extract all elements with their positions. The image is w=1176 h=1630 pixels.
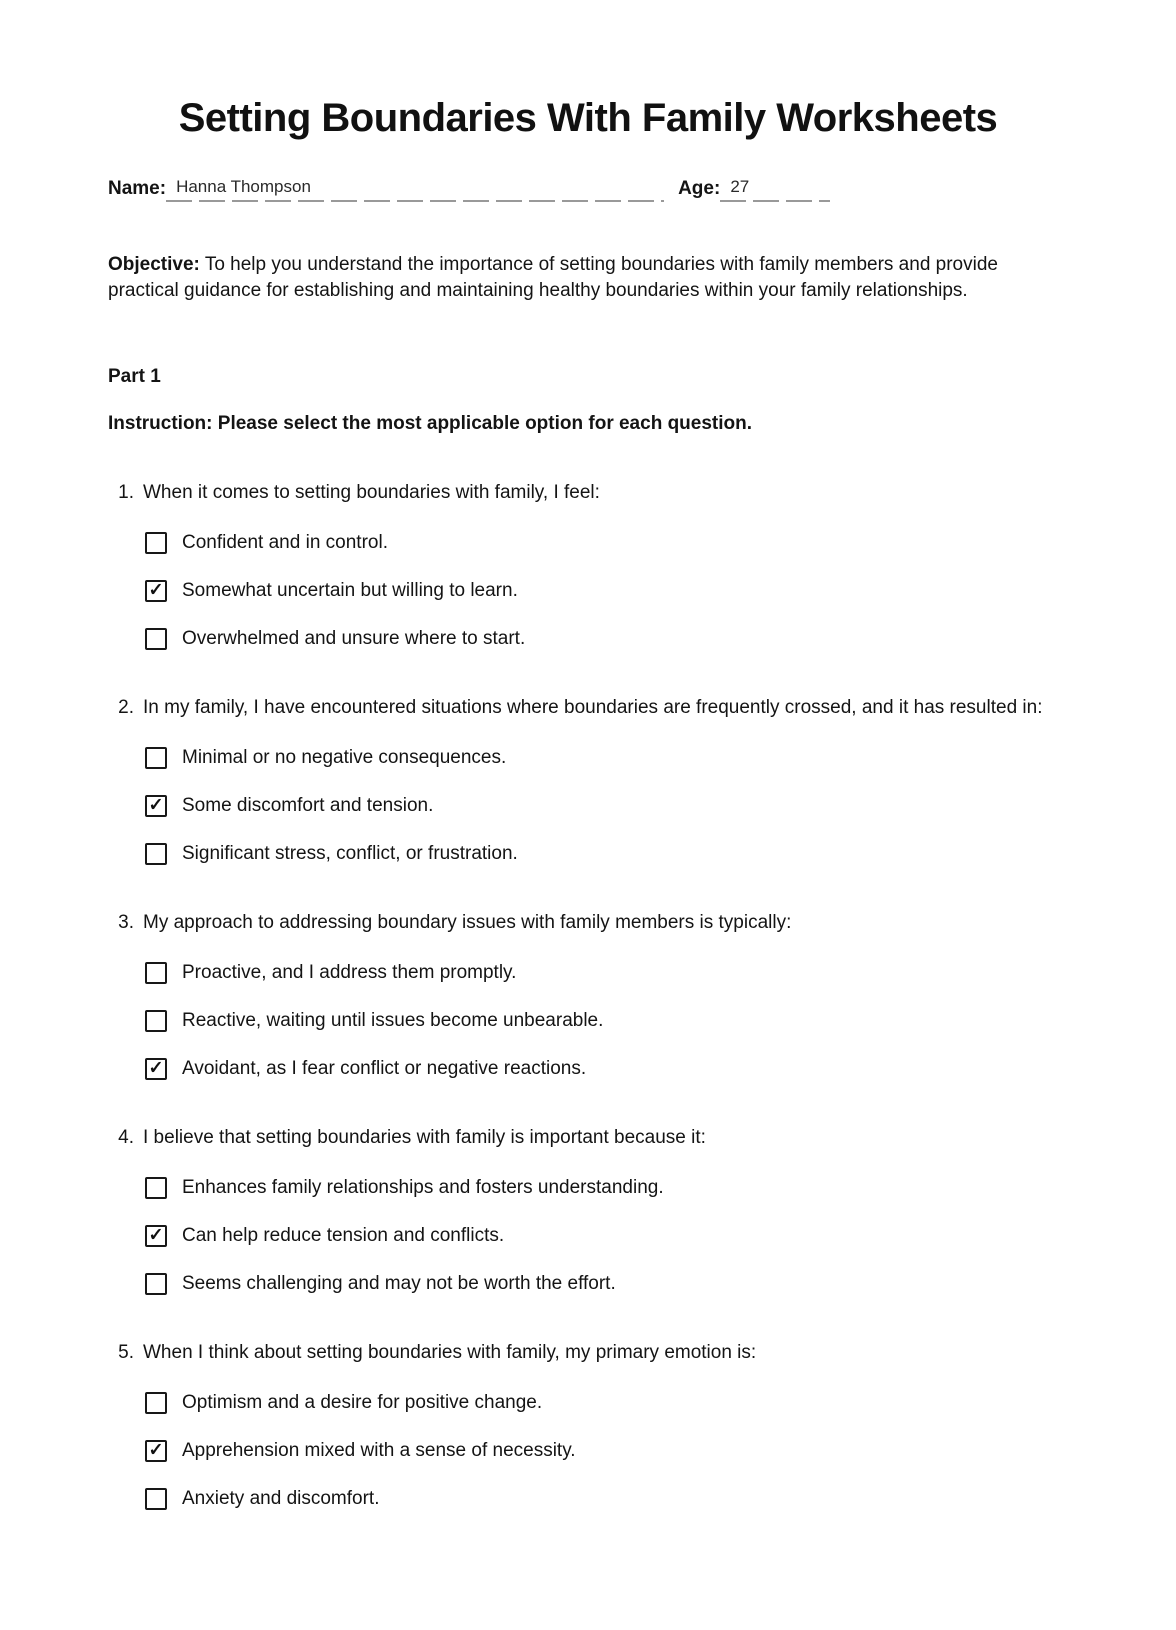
question-text: In my family, I have encountered situations where boundaries are frequently crossed, and it has resulted in:: [143, 697, 1043, 718]
option-label: Apprehension mixed with a sense of necessity.: [182, 1440, 576, 1461]
age-field[interactable]: 27: [720, 177, 830, 202]
option-row: [145, 794, 1068, 817]
option-label: Reactive, waiting until issues become unbearable.: [182, 1010, 604, 1031]
question-1: [108, 480, 1068, 650]
checkbox[interactable]: [145, 580, 167, 602]
option-label: Optimism and a desire for positive change.: [182, 1392, 543, 1413]
option-row: [145, 1439, 1068, 1462]
checkbox[interactable]: [145, 1177, 167, 1199]
instruction-text: Instruction: Please select the most applicable option for each question.: [108, 413, 753, 434]
option-row: [145, 1272, 1068, 1295]
option-label: Enhances family relationships and fosters understanding.: [182, 1177, 664, 1198]
objective-paragraph: [108, 252, 1068, 304]
checkbox[interactable]: [145, 1392, 167, 1414]
option-label: Significant stress, conflict, or frustration.: [182, 843, 518, 864]
option-row: [145, 627, 1068, 650]
question-number: 5.: [118, 1342, 134, 1363]
question-5: [108, 1340, 1068, 1510]
age-label: Age:: [678, 178, 721, 199]
option-row: [145, 961, 1068, 984]
option-row: [145, 1224, 1068, 1247]
option-label: Minimal or no negative consequences.: [182, 747, 507, 768]
question-text: When it comes to setting boundaries with family, I feel:: [143, 482, 600, 503]
question-text: My approach to addressing boundary issues with family members is typically:: [143, 912, 792, 933]
objective-label: Objective:: [108, 254, 200, 275]
checkbox[interactable]: [145, 1225, 167, 1247]
option-label: Avoidant, as I fear conflict or negative reactions.: [182, 1058, 587, 1079]
question-number: 1.: [118, 482, 134, 503]
checkbox[interactable]: [145, 747, 167, 769]
checkbox[interactable]: [145, 1440, 167, 1462]
question-number: 2.: [118, 697, 134, 718]
checkbox[interactable]: [145, 532, 167, 554]
checkbox[interactable]: [145, 795, 167, 817]
option-label: Can help reduce tension and conflicts.: [182, 1225, 505, 1246]
option-label: Proactive, and I address them promptly.: [182, 962, 517, 983]
option-row: [145, 746, 1068, 769]
checkbox[interactable]: [145, 1273, 167, 1295]
option-row: [145, 842, 1068, 865]
option-row: [145, 1009, 1068, 1032]
question-number: 3.: [118, 912, 134, 933]
question-text: When I think about setting boundaries with family, my primary emotion is:: [143, 1342, 757, 1363]
option-row: [145, 1057, 1068, 1080]
question-3: [108, 910, 1068, 1080]
name-age-row: [108, 177, 1068, 202]
part-1-heading: Part 1: [108, 366, 161, 387]
option-row: [145, 1487, 1068, 1510]
option-row: [145, 531, 1068, 554]
option-label: Overwhelmed and unsure where to start.: [182, 628, 526, 649]
checkbox[interactable]: [145, 1058, 167, 1080]
checkbox[interactable]: [145, 843, 167, 865]
question-2: [108, 695, 1068, 865]
option-row: [145, 1176, 1068, 1199]
option-label: Seems challenging and may not be worth the effort.: [182, 1273, 616, 1294]
option-row: [145, 1391, 1068, 1414]
question-4: [108, 1125, 1068, 1295]
question-text: I believe that setting boundaries with family is important because it:: [143, 1127, 706, 1148]
checkbox[interactable]: [145, 962, 167, 984]
name-label: Name:: [108, 178, 167, 199]
questions-list: [108, 480, 1068, 1510]
option-label: Somewhat uncertain but willing to learn.: [182, 580, 518, 601]
option-label: Confident and in control.: [182, 532, 388, 553]
option-row: [145, 579, 1068, 602]
objective-text: To help you understand the importance of setting boundaries with family members and provide practical guidance for establishing and maintaining healthy boundaries within your family relationships.: [108, 254, 998, 301]
checkbox[interactable]: [145, 1488, 167, 1510]
name-field[interactable]: Hanna Thompson: [166, 177, 664, 202]
question-number: 4.: [118, 1127, 134, 1148]
checkbox[interactable]: [145, 628, 167, 650]
checkbox[interactable]: [145, 1010, 167, 1032]
page-title: Setting Boundaries With Family Worksheets: [178, 96, 998, 140]
option-label: Some discomfort and tension.: [182, 795, 434, 816]
option-label: Anxiety and discomfort.: [182, 1488, 380, 1509]
